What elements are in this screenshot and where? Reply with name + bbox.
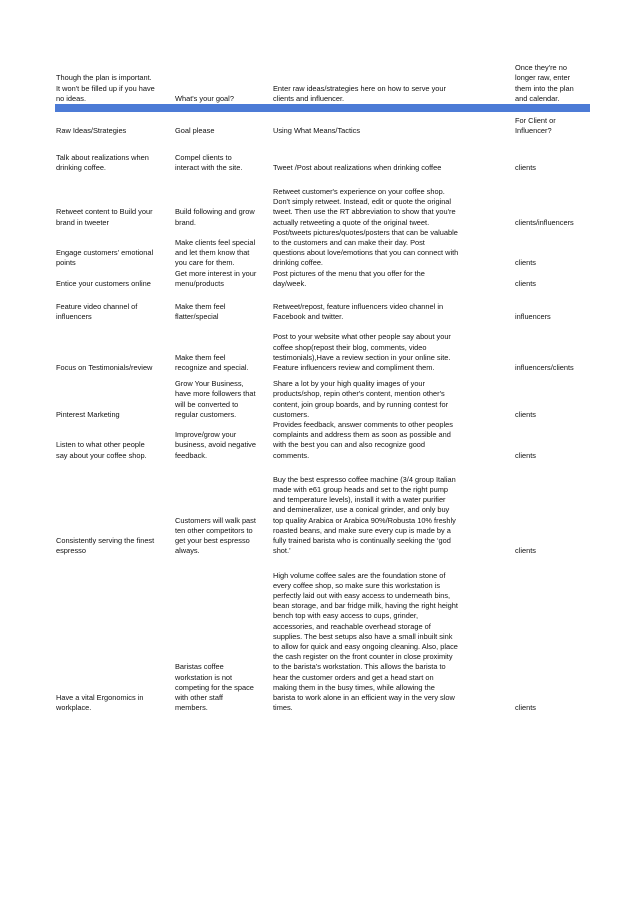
target-cell: clients (515, 258, 536, 268)
strategy-table (55, 60, 590, 713)
idea-cell: Listen to what other people say about your coffee shop. (56, 440, 147, 460)
table-row (55, 379, 590, 420)
table-row (55, 420, 590, 461)
target-cell: clients (515, 162, 536, 172)
tactic-cell: Post to your website what other people say about your coffee shop(repost their blog, comments, video testimonials),Have a review section in your online site. Feature influencers review and compliment them. (273, 332, 451, 373)
idea-cell: Have a vital Ergonomics in workplace. (56, 692, 144, 713)
table-row (55, 571, 590, 714)
tactic-cell: Share a lot by your high quality images of your products/shop, repin other's content, mention other's content, join group boards, and by running contest for customers. (273, 379, 449, 419)
target-cell: clients/influencers (515, 217, 574, 227)
target-cell: clients (515, 546, 536, 556)
tactic-cell: Post pictures of the menu that you offer for the day/week. (273, 268, 425, 288)
tactic-cell: Provides feedback, answer comments to other peoples complaints and address them as soon as possible and with the best you can and also recognize good comments. (273, 420, 453, 460)
goal-cell: Make clients feel special and let them know that you care for them. (175, 238, 256, 268)
table-row (55, 151, 590, 173)
tactic-cell: Post/tweets pictures/quotes/posters that can be valuable to the customers and can make their day. Post questions about love/emotions that you can connect with drinking coffee. (273, 227, 459, 268)
header-instructions: Enter raw ideas/strategies here on how to serve your clients and influencer. (273, 83, 446, 103)
goal-cell: Make them feel flatter/special (175, 302, 226, 322)
idea-cell: Entice your customers online (56, 278, 151, 288)
goal-cell: Customers will walk past ten other competitors to get your best espresso always. (175, 515, 256, 556)
spreadsheet-page (55, 60, 590, 713)
target-cell: influencers (515, 312, 551, 322)
goal-cell: Grow Your Business, have more followers that will be converted to regular customers. (175, 379, 256, 419)
column-header-ideas: Raw Ideas/Strategies (56, 125, 127, 135)
table-row (55, 332, 590, 373)
table-row (55, 269, 590, 289)
target-cell: clients (515, 450, 536, 460)
table-row (55, 187, 590, 228)
idea-cell: Pinterest Marketing (56, 409, 120, 419)
goal-cell: Improve/grow your business, avoid negative feedback. (175, 430, 256, 460)
goal-cell: Compel clients to interact with the site. (175, 152, 243, 172)
tactic-cell: High volume coffee sales are the foundation stone of every coffee shop, so make sure this workstation is perfectly laid out with easy access to underneath bins, bean storage, and bar fridge milk, having the right height bench top with easy access to cups, grinder, accessories, and reachable overhead storage of supplies. The best setups also have a small inbuilt sink to allow for quick and easy ongoing cleaning. Also, place the cash register on the front counter in close proximity to the barista’s workstation. This allows the barista to hear the customer orders and get a head start on making them in the busy times, while allowing the barista to work alone in an efficient way in the very slow times. (273, 570, 458, 713)
tactic-cell: Retweet customer's experience on your coffee shop. Don't simply retweet. Instead, edit or quote the original tweet. Then use the RT abbreviation to show that you're actually retweeting a quote of the original tweet. (273, 187, 456, 227)
goal-cell: Build following and grow brand. (175, 207, 255, 227)
target-cell: influencers/clients (515, 363, 574, 373)
idea-cell: Talk about realizations when drinking coffee. (56, 152, 149, 172)
header-row (55, 60, 590, 104)
idea-cell: Focus on Testimonials/review (56, 363, 153, 373)
goal-cell: Get more interest in your menu/products (175, 268, 257, 288)
column-header-tactics: Using What Means/Tactics (273, 125, 361, 135)
column-header-row (55, 112, 590, 139)
column-header-target: For Client or Influencer? (515, 115, 556, 135)
idea-cell: Retweet content to Build your brand in tweeter (56, 207, 153, 227)
target-cell: clients (515, 409, 536, 419)
table-row (55, 475, 590, 557)
tactic-cell: Retweet/repost, feature influencers video channel in Facebook and twitter. (273, 302, 444, 322)
target-cell: clients (515, 703, 536, 713)
goal-cell: Make them feel recognize and special. (175, 352, 249, 373)
idea-cell: Feature video channel of influencers (56, 302, 138, 322)
target-cell: clients (515, 278, 536, 288)
header-band (55, 104, 590, 112)
tactic-cell: Tweet /Post about realizations when drinking coffee (273, 162, 442, 172)
idea-cell: Engage customers' emotional points (56, 248, 154, 268)
column-header-goal: Goal please (175, 125, 215, 135)
tactic-cell: Buy the best espresso coffee machine (3/4 group Italian made with e61 group heads and set to the right pump and temperature levels), install it with a water purifier and demineralizer, use a conical grinder, and only buy top quality Arabica or Arabica 90%/Robusta 10% freshly roasted beans, and make sure every cup is made by a fully trained barista who is continually seeking the ‘god shot.’ (273, 474, 456, 556)
table-row (55, 302, 590, 322)
header-goal-question: What's your goal? (175, 93, 234, 103)
idea-cell: Consistently serving the finest espresso (56, 536, 155, 556)
goal-cell: Baristas coffee workstation is not competing for the space with other staff members. (175, 662, 254, 713)
header-note: Though the plan is important. It won't be filled up if you have no ideas. (56, 73, 155, 103)
header-plan-note: Once they're no longer raw, enter them into the plan and calendar. (515, 63, 574, 103)
table-row (55, 228, 590, 269)
